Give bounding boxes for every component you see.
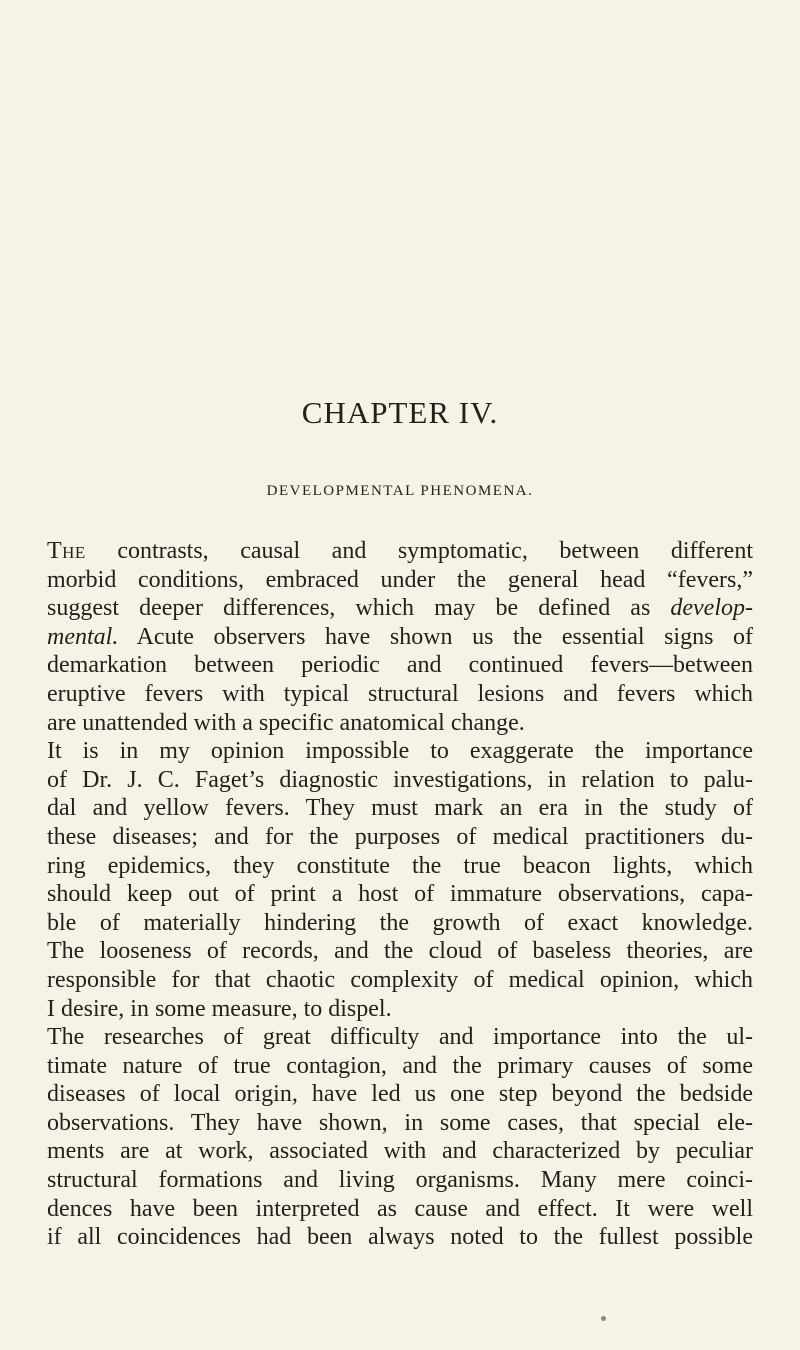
paragraph-2 xyxy=(47,737,753,1023)
chapter-title: CHAPTER IV. xyxy=(301,395,499,430)
text-line: if all coincidences had been always noted to the fullest possible xyxy=(47,1224,753,1251)
text-line: The looseness of records, and the cloud of baseless theories, are xyxy=(47,938,753,965)
text-line: these diseases; and for the purposes of medical practitioners du- xyxy=(47,823,753,850)
text-line: suggest deeper differences, which may be defined as develop- xyxy=(47,595,753,622)
text-line: I desire, in some measure, to dispel. xyxy=(47,995,392,1022)
text-line: The researches of great difficulty and importance into the ul- xyxy=(47,1024,753,1051)
text-line: timate nature of true contagion, and the primary causes of some xyxy=(47,1052,753,1079)
print-speck xyxy=(601,1316,606,1321)
text-line: demarkation between periodic and continued fevers—between xyxy=(47,652,753,679)
text-line: morbid conditions, embraced under the general head “fevers,” xyxy=(47,566,753,593)
text-line: observations. They have shown, in some cases, that special ele- xyxy=(47,1109,753,1136)
text-line: ring epidemics, they constitute the true beacon lights, which xyxy=(47,852,753,879)
italic-word: mental. xyxy=(47,623,119,650)
text-line: responsible for that chaotic complexity of medical opinion, which xyxy=(47,966,753,993)
text-line: structural formations and living organisms. Many mere coinci- xyxy=(47,1167,753,1194)
text-line: dences have been interpreted as cause and effect. It were well xyxy=(47,1195,753,1222)
body-text xyxy=(47,537,753,1252)
first-word: The xyxy=(47,538,86,564)
italic-word: develop- xyxy=(670,595,753,622)
text-line: ments are at work, associated with and characterized by peculiar xyxy=(47,1138,753,1165)
text-line: dal and yellow fevers. They must mark an era in the study of xyxy=(47,795,753,822)
text-line: are unattended with a specific anatomical change. xyxy=(47,709,525,736)
text-line: eruptive fevers with typical structural lesions and fevers which xyxy=(47,680,753,707)
text-line: ble of materially hindering the growth of exact knowledge. xyxy=(47,909,753,936)
text-line: mental. Acute observers have shown us the essential signs of xyxy=(47,623,753,650)
text-line: diseases of local origin, have led us one step beyond the bedside xyxy=(47,1081,753,1108)
chapter-subtitle: DEVELOPMENTAL PHENOMENA. xyxy=(266,483,534,499)
paragraph-1 xyxy=(47,537,753,737)
text-line: of Dr. J. C. Faget’s diagnostic investigations, in relation to palu- xyxy=(47,766,753,793)
text-line: should keep out of print a host of immature observations, capa- xyxy=(47,881,753,908)
text-line: The contrasts, causal and symptomatic, between different xyxy=(47,538,754,564)
text-line: It is in my opinion impossible to exaggerate the importance xyxy=(47,738,753,765)
paragraph-3 xyxy=(47,1023,753,1252)
